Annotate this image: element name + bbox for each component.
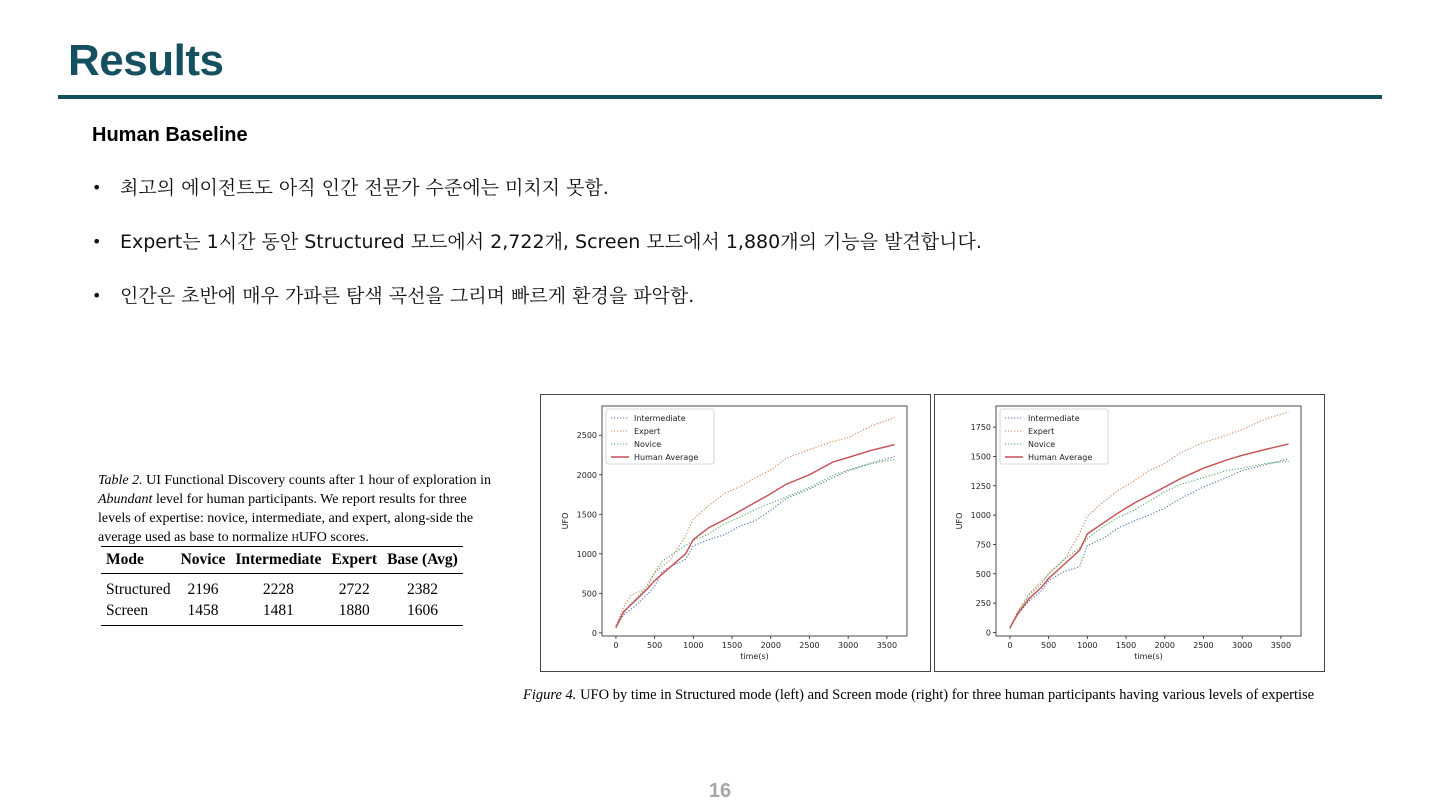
figure-caption-text: UFO by time in Structured mode (left) and Screen mode (right) for three human participants having various levels of expertise <box>576 687 1315 703</box>
x-tick-label: 3500 <box>876 641 898 650</box>
table-cell: 2196 <box>187 580 219 598</box>
bullet-text: 인간은 초반에 매우 가파른 탐색 곡선을 그리며 빠르게 환경을 파악함. <box>120 285 695 307</box>
table-cell: 2382 <box>406 580 438 598</box>
bullet-item <box>92 230 982 284</box>
table-caption-text: scores. <box>326 530 369 545</box>
table-caption-italic: Abundant <box>98 492 153 507</box>
header-expert: Expert <box>326 547 382 574</box>
bullet-marker: • <box>92 286 102 305</box>
y-tick-label: 500 <box>581 589 597 599</box>
bullet-marker: • <box>92 232 102 251</box>
series-line-human-average <box>1010 444 1289 628</box>
x-tick-label: 3000 <box>1231 641 1253 650</box>
y-tick-label: 0 <box>591 628 597 638</box>
table-header-row <box>101 547 463 574</box>
x-tick-label: 500 <box>1040 641 1057 650</box>
table-row <box>101 574 463 601</box>
header-base-avg: Base (Avg) <box>382 547 463 574</box>
bullet-item <box>92 176 982 230</box>
x-tick-label: 2000 <box>760 641 781 650</box>
legend-label: Intermediate <box>634 414 686 423</box>
x-tick-label: 1500 <box>721 641 743 650</box>
y-tick-label: 2000 <box>576 470 597 480</box>
table-cell: 1481 <box>262 601 294 619</box>
y-tick-label: 500 <box>975 569 991 579</box>
table-caption-smallcaps: hUFO <box>291 530 327 545</box>
legend-label: Human Average <box>1028 453 1093 462</box>
chart-structured-frame <box>540 394 931 672</box>
y-tick-label: 750 <box>975 540 991 550</box>
x-axis-label: time(s) <box>740 652 769 661</box>
x-tick-label: 1000 <box>1077 641 1098 650</box>
x-tick-label: 1500 <box>1115 641 1137 650</box>
series-line-human-average <box>616 445 895 628</box>
results-table <box>101 546 463 626</box>
table-caption-label: Table 2. <box>98 473 143 488</box>
figure-caption-label: Figure 4. <box>523 687 577 703</box>
y-tick-label: 1000 <box>576 549 597 559</box>
legend-label: Expert <box>1028 427 1055 436</box>
series-line-intermediate <box>616 457 895 628</box>
chart-screen-frame <box>934 394 1325 672</box>
table-caption-text: level for human participants. We report results for three levels of expertise: novice, intermediate, and expert, along-side the average used as base to normalize <box>98 492 474 545</box>
chart-structured <box>541 395 930 671</box>
title-underline <box>58 95 1382 99</box>
x-axis-label: time(s) <box>1134 652 1163 661</box>
x-tick-label: 3000 <box>837 641 859 650</box>
y-tick-label: 250 <box>975 599 991 609</box>
legend-label: Expert <box>634 427 661 436</box>
bullet-item <box>92 284 982 338</box>
x-tick-label: 0 <box>1007 641 1013 650</box>
y-tick-label: 0 <box>985 628 991 638</box>
legend-label: Intermediate <box>1028 414 1080 423</box>
y-axis-label: UFO <box>561 512 570 530</box>
x-tick-label: 500 <box>646 641 663 650</box>
x-tick-label: 2000 <box>1154 641 1175 650</box>
slide-title: Results <box>68 36 224 85</box>
table-cell: 1880 <box>338 601 370 619</box>
series-line-novice <box>616 459 895 628</box>
y-tick-label: 1500 <box>576 510 597 520</box>
header-novice: Novice <box>176 547 231 574</box>
table-cell: 1458 <box>187 601 219 619</box>
header-mode: Mode <box>101 547 176 574</box>
y-tick-label: 1750 <box>970 423 991 433</box>
chart-legend <box>606 409 714 464</box>
chart-legend <box>1000 409 1108 464</box>
bullet-marker: • <box>92 178 102 197</box>
bullet-text: 최고의 에이전트도 아직 인간 전문가 수준에는 미치지 못함. <box>120 177 609 199</box>
y-tick-label: 1250 <box>970 481 991 491</box>
section-subtitle: Human Baseline <box>92 124 248 146</box>
table-cell: 2228 <box>262 580 294 598</box>
table-cell: 2722 <box>338 580 370 598</box>
bullet-list <box>92 176 982 338</box>
bullet-text: Expert는 1시간 동안 Structured 모드에서 2,722개, Screen 모드에서 1,880개의 기능을 발견합니다. <box>120 231 982 253</box>
legend-label: Novice <box>634 440 662 449</box>
table-row <box>101 600 463 626</box>
figure-caption <box>523 687 1314 704</box>
series-line-intermediate <box>1010 459 1289 628</box>
y-tick-label: 1500 <box>970 452 991 462</box>
table-caption <box>98 471 496 547</box>
chart-screen <box>935 395 1324 671</box>
series-line-novice <box>1010 461 1289 629</box>
y-tick-label: 2500 <box>576 431 597 441</box>
y-tick-label: 1000 <box>970 511 991 521</box>
table-cell: 1606 <box>406 601 438 619</box>
page-number: 16 <box>708 780 732 802</box>
x-tick-label: 2500 <box>799 641 820 650</box>
x-tick-label: 0 <box>613 641 619 650</box>
table-cell: Structured <box>106 580 171 598</box>
x-tick-label: 2500 <box>1193 641 1214 650</box>
table-caption-text: UI Functional Discovery counts after 1 hour of exploration in <box>142 473 491 488</box>
x-tick-label: 1000 <box>683 641 704 650</box>
legend-label: Novice <box>1028 440 1056 449</box>
legend-label: Human Average <box>634 453 699 462</box>
x-tick-label: 3500 <box>1270 641 1292 650</box>
y-axis-label: UFO <box>955 512 964 530</box>
header-intermediate: Intermediate <box>230 547 326 574</box>
table-cell: Screen <box>106 601 149 619</box>
